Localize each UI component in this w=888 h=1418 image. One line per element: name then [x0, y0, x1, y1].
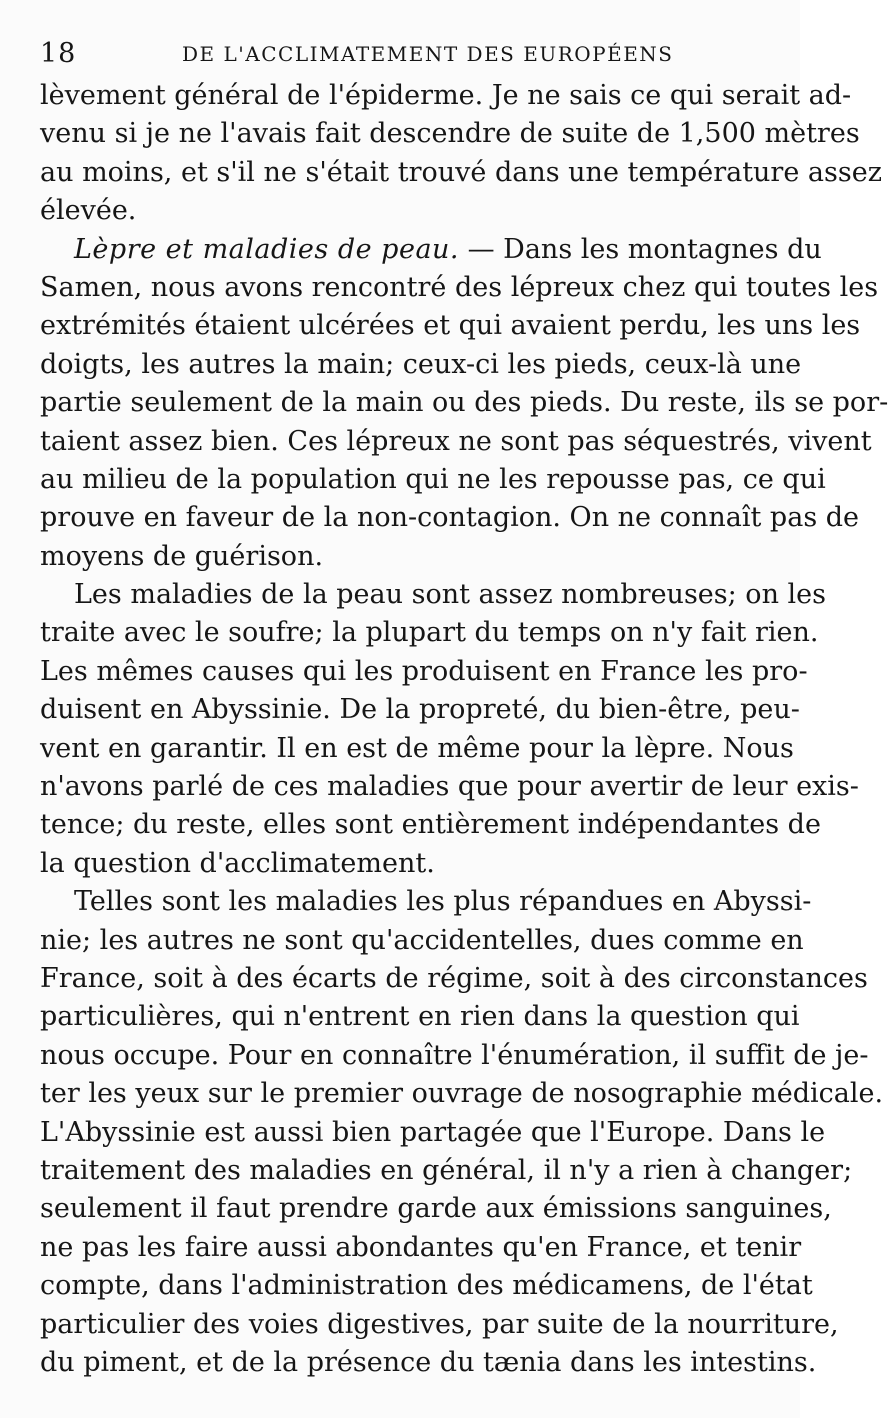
paragraph-start-line: Les maladies de la peau sont assez nombreuses; on les [74, 579, 827, 611]
text-line: nous occupe. Pour en connaître l'énumération, il suffit de je- [40, 1039, 869, 1071]
text-line: vent en garantir. Il en est de même pour la lèpre. Nous [40, 732, 794, 764]
text-line: Les mêmes causes qui les produisent en France les pro- [40, 655, 808, 687]
text-line: compte, dans l'administration des médicamens, de l'état [40, 1270, 813, 1302]
text-line: la question d'acclimatement. [40, 847, 435, 879]
text-line: tence; du reste, elles sont entièrement indépendantes de [40, 809, 821, 841]
text-line: duisent en Abyssinie. De la propreté, du bien-être, peu- [40, 694, 800, 726]
text-line: doigts, les autres la main; ceux-ci les pieds, ceux-là une [40, 348, 802, 380]
running-head: DE L'ACCLIMATEMENT DES EUROPÉENS [182, 42, 674, 66]
text-line: traitement des maladies en général, il n'y a rien à changer; [40, 1154, 853, 1186]
page-header [40, 34, 770, 74]
text-line: élevée. [40, 195, 137, 227]
text-line: moyens de guérison. [40, 540, 324, 572]
text-line: traite avec le soufre; la plupart du temps on n'y fait rien. [40, 617, 819, 649]
text-line: nie; les autres ne sont qu'accidentelles, dues comme en [40, 924, 804, 956]
text-line: particulier des voies digestives, par suite de la nourriture, [40, 1308, 839, 1340]
text-line: au moins, et s'il ne s'était trouvé dans une température assez [40, 156, 882, 188]
text-line: lèvement général de l'épiderme. Je ne sais ce qui serait ad- [40, 80, 852, 111]
text-line: au milieu de la population qui ne les repousse pas, ce qui [40, 463, 826, 495]
section-heading: Lèpre et maladies de peau. [74, 233, 460, 265]
text-line: du piment, et de la présence du tænia dans les intestins. [40, 1346, 817, 1378]
text-line: n'avons parlé de ces maladies que pour avertir de leur exis- [40, 771, 859, 803]
page-number: 18 [40, 38, 77, 69]
body-text [40, 77, 888, 1382]
text-line: France, soit à des écarts de régime, soit à des circonstances [40, 962, 868, 994]
text-line: Samen, nous avons rencontré des lépreux chez qui toutes les [40, 271, 879, 303]
section-heading-line [40, 231, 822, 269]
text-line: prouve en faveur de la non-contagion. On ne connaît pas de [40, 502, 860, 534]
paragraph-start-line: Telles sont les maladies les plus répandues en Abyssi- [74, 886, 812, 918]
text-line: ne pas les faire aussi abondantes qu'en France, et tenir [40, 1231, 802, 1263]
text-line: ter les yeux sur le premier ouvrage de nosographie médicale. [40, 1078, 884, 1110]
text-line: taient assez bien. Ces lépreux ne sont pas séquestrés, vivent [40, 425, 872, 457]
text-line: seulement il faut prendre garde aux émissions sanguines, [40, 1193, 832, 1225]
text-line: venu si je ne l'avais fait descendre de suite de 1,500 mètres [40, 118, 860, 150]
text-line: extrémités étaient ulcérées et qui avaient perdu, les uns les [40, 310, 861, 342]
section-heading-rest: — Dans les montagnes du [459, 233, 822, 265]
text-line: L'Abyssinie est aussi bien partagée que l'Europe. Dans le [40, 1116, 826, 1148]
text-line: partie seulement de la main ou des pieds. Du reste, ils se por- [40, 387, 888, 419]
text-line: particulières, qui n'entrent en rien dans la question qui [40, 1001, 800, 1033]
